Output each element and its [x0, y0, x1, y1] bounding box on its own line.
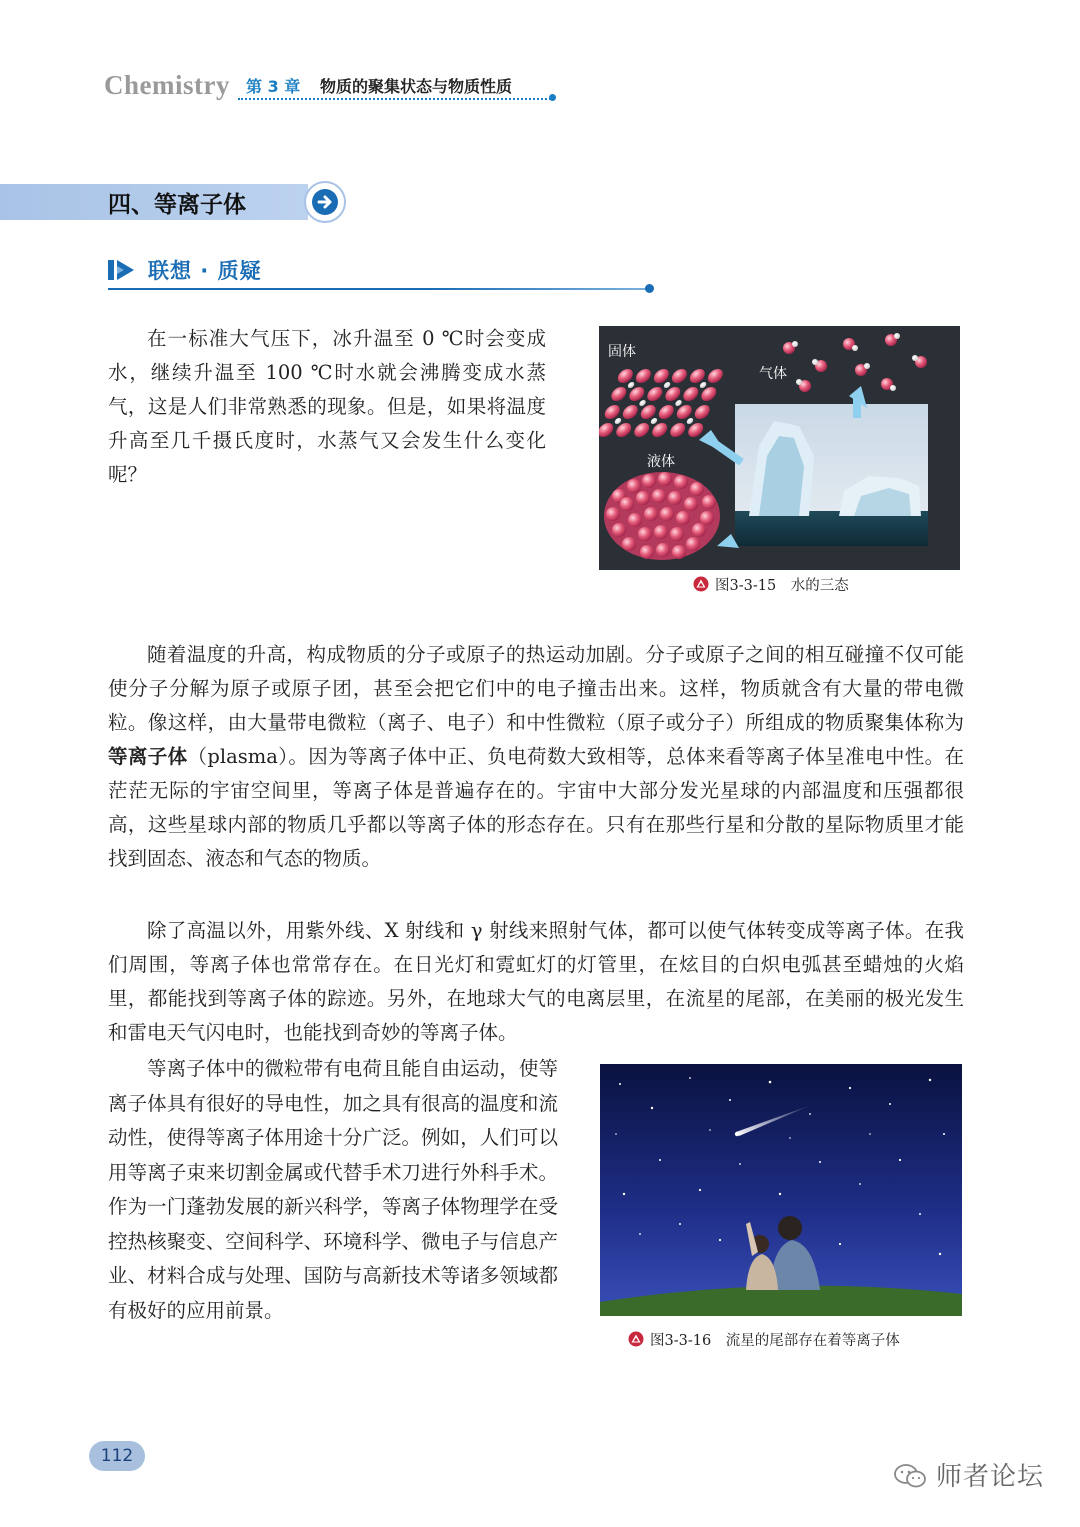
- label-gas: 气体: [759, 366, 787, 382]
- subsection-title: 联想 · 质疑: [148, 259, 262, 283]
- play-arrow-icon: [108, 258, 142, 282]
- page-number: 112: [89, 1441, 145, 1471]
- header-dot: [549, 94, 556, 101]
- header-dotted-line: [238, 98, 551, 100]
- label-solid: 固体: [608, 344, 636, 360]
- header-brand: Chemistry: [104, 70, 230, 100]
- paragraph-text: （plasma）。因为等离子体中正、负电荷数大致相等，总体来看等离子体呈准电中性。在茫茫无际的宇宙空间里，等离子体是普遍存在的。宇宙中大部分发光星球的内部温度和压强都很高，这些星球内部的物质几乎都以等离子体的形态存在。只有在那些行星和分散的星际物质里才能找到固态、液态和气态的物质。: [108, 745, 964, 870]
- body-paragraph-plasma-applications: 等离子体中的微粒带有电荷且能自由运动，使等离子体具有很好的导电性，加之具有很高的温度和流动性，使得等离子体用途十分广泛。例如，人们可以用等离子束来切割金属或代替手术刀进行外科手术。作为一门蓬勃发展的新兴科学，等离子体物理学在受控热核聚变、空间科学、环境科学、微电子与信息产业、材料合成与处理、国防与高新技术等诸多领域都有极好的应用前景。: [108, 1057, 558, 1322]
- label-liquid: 液体: [647, 454, 675, 470]
- section-title: 四、等离子体: [108, 192, 246, 218]
- intro-paragraph: 在一标准大气压下，冰升温至 0 ℃时会变成水，继续升温至 100 ℃时水就会沸腾变成水蒸气，这是人们非常熟悉的现象。但是，如果将温度升高至几千摄氏度时，水蒸气又会发生什么变化呢？: [108, 327, 546, 486]
- wechat-icon: [893, 1462, 929, 1490]
- chapter-title: 物质的聚集状态与物质性质: [320, 77, 513, 96]
- figure1-caption-text: 图3-3-15 水的三态: [715, 578, 849, 594]
- liquid-blob: [604, 472, 720, 560]
- figure2-caption-text: 图3-3-16 流星的尾部存在着等离子体: [650, 1333, 900, 1349]
- caption-triangle-icon: [628, 1331, 644, 1347]
- body-paragraph-plasma-sources: 除了高温以外，用紫外线、X 射线和 γ 射线来照射气体，都可以使气体转变成等离子体。在我们周围，等离子体也常常存在。在日光灯和霓虹灯的灯管里，在炫目的白炽电弧甚至蜡烛的火焰里，都能找到等离子体的踪迹。另外，在地球大气的电离层里，在流星的尾部，在美丽的极光发生和雷电天气闪电时，也能找到奇妙的等离子体。: [108, 919, 964, 1044]
- watermark-text: 师者论坛: [936, 1462, 1045, 1492]
- subsection-dot: [645, 284, 654, 293]
- caption-triangle-icon: [693, 576, 709, 592]
- meteor-head: [735, 1132, 739, 1136]
- iceberg-photo: [735, 404, 928, 546]
- chapter-number: 第 3 章: [246, 77, 301, 96]
- figure-meteor: [600, 1064, 962, 1316]
- paragraph-text: 随着温度的升高，构成物质的分子或原子的热运动加剧。分子或原子之间的相互碰撞不仅可能使分子分解为原子或原子团，甚至会把它们中的电子撞击出来。这样，物质就含有大量的带电微粒。像这样，由大量带电微粒（离子、电子）和中性微粒（原子或分子）所组成的物质聚集体称为: [108, 643, 964, 734]
- body-paragraph-plasma-definition: [108, 638, 964, 876]
- subsection-underline: [108, 288, 648, 290]
- key-term-plasma: 等离子体: [108, 745, 188, 768]
- arrow-right-circle-icon: [304, 181, 346, 223]
- figure-water-states: [599, 326, 960, 570]
